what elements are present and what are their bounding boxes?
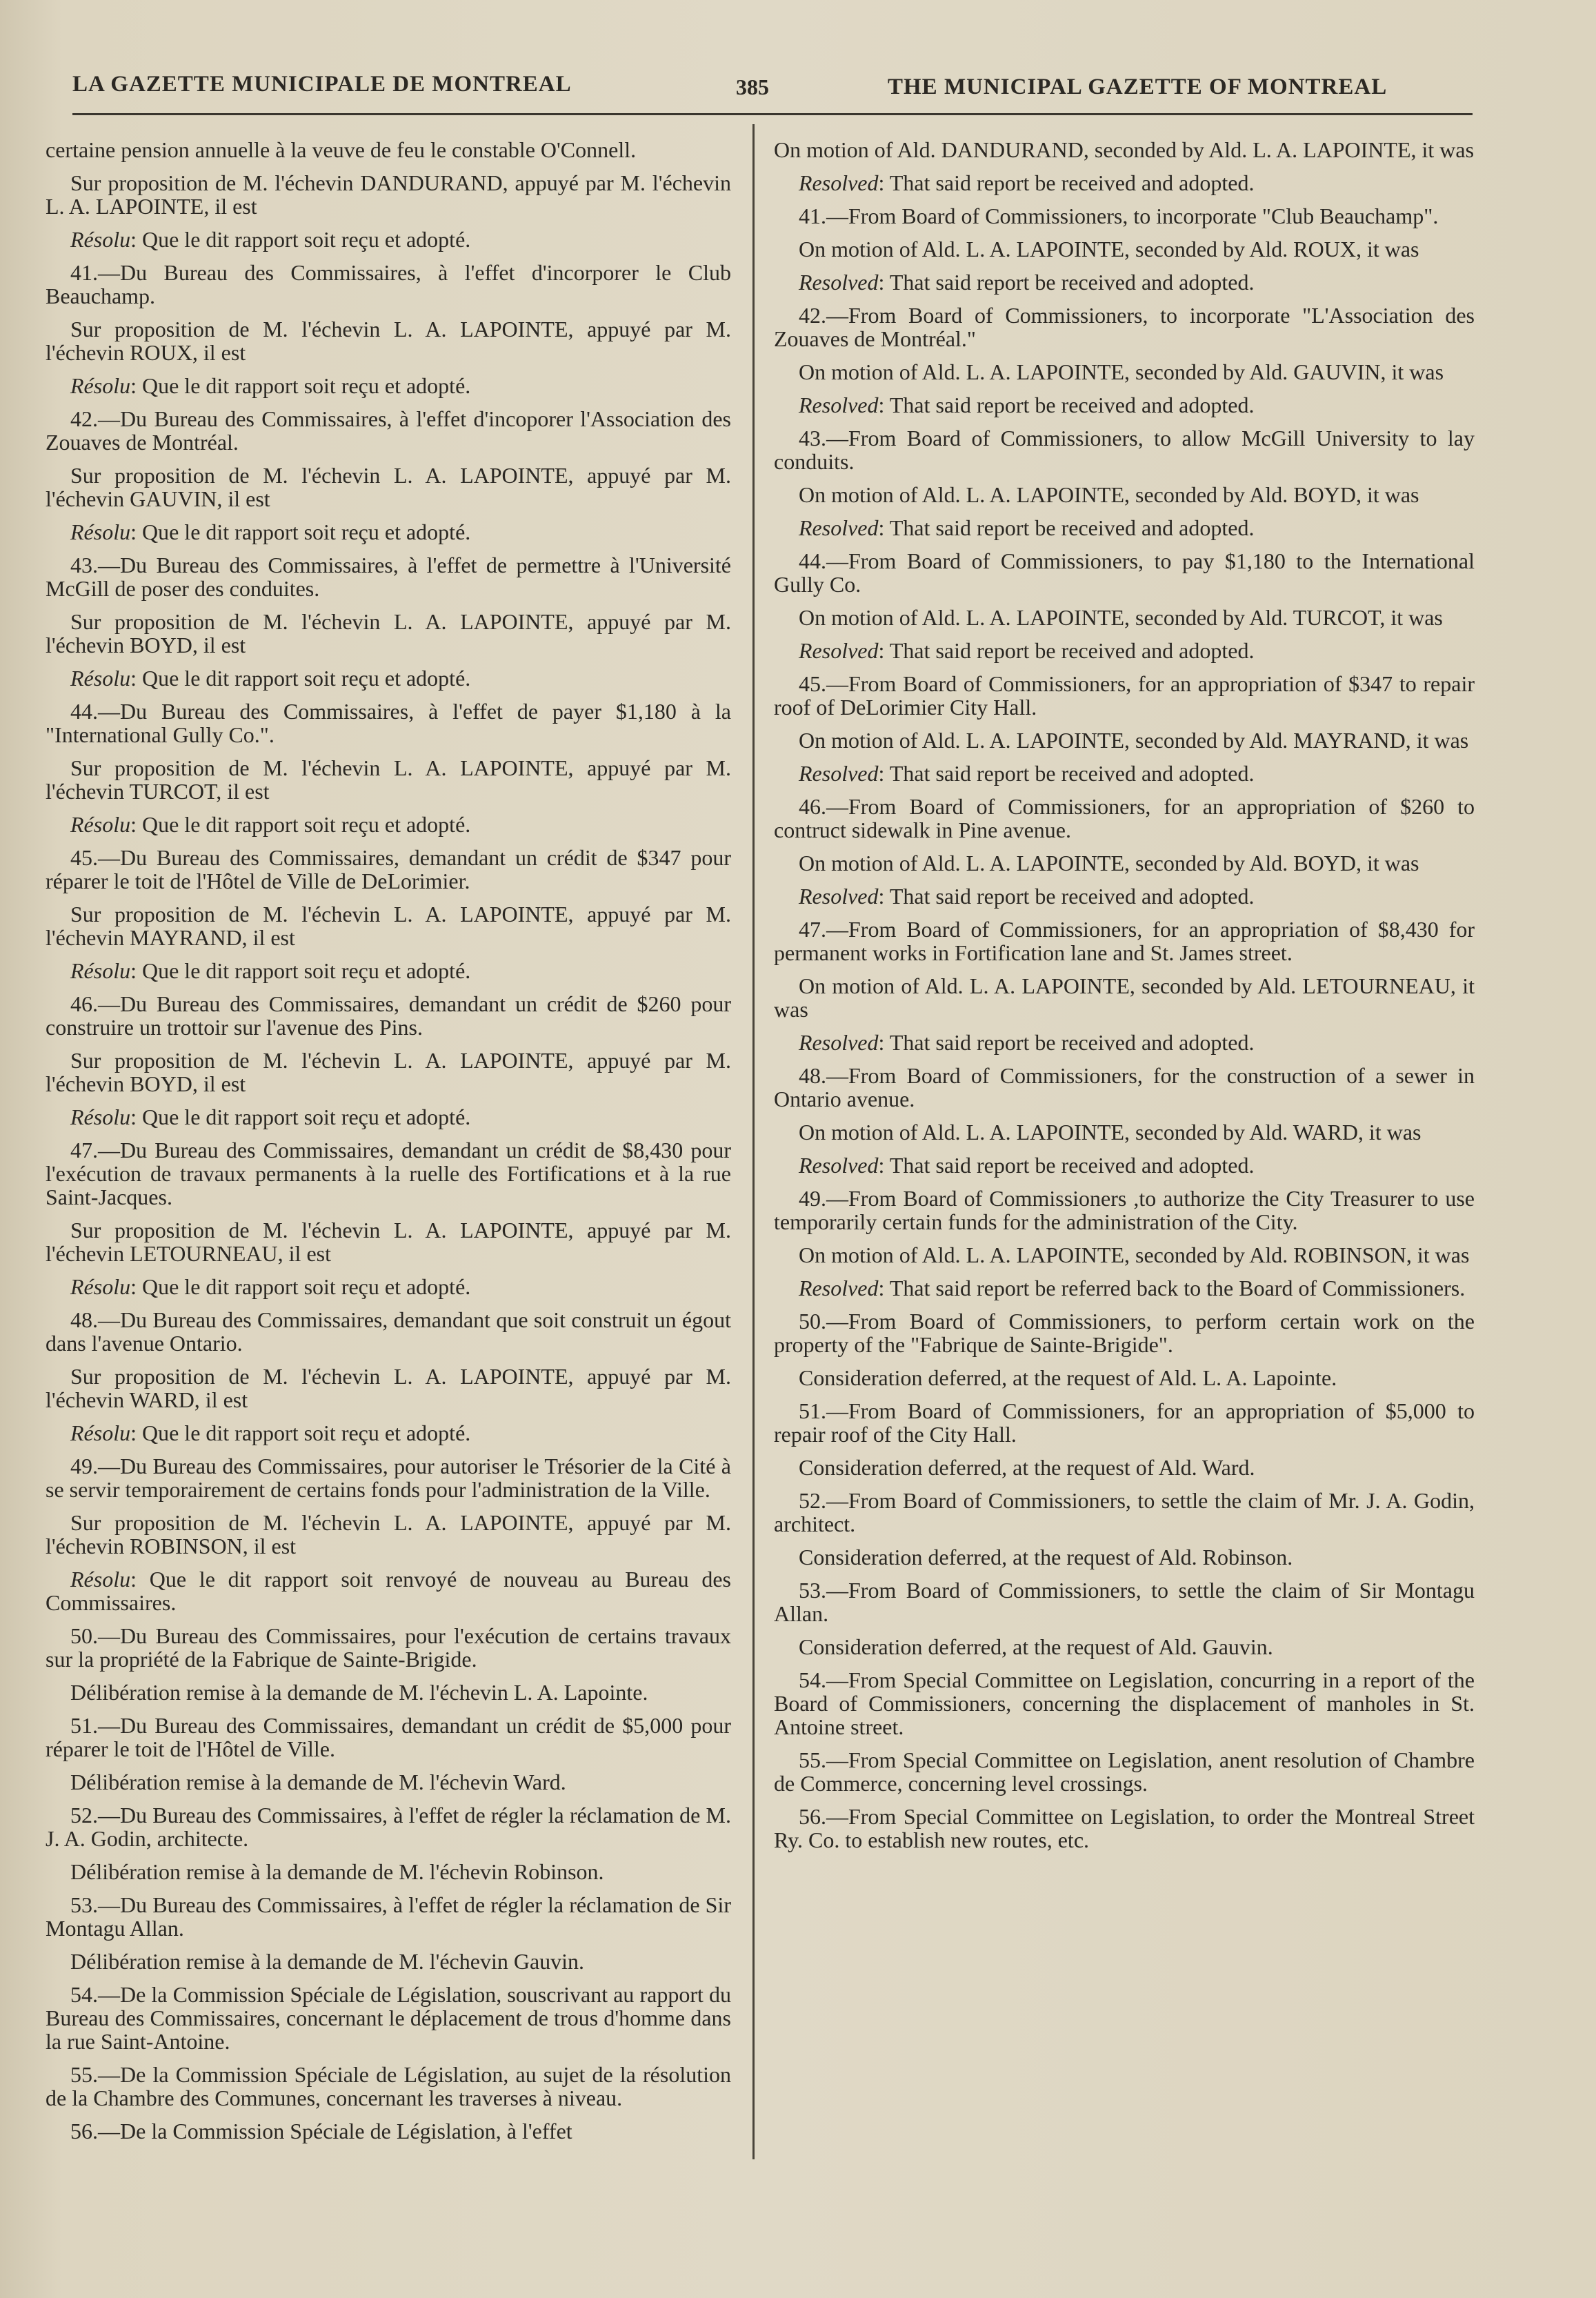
paragraph-text: : That said report be received and adopted.: [878, 270, 1255, 295]
paragraph-text: : That said report be received and adopted.: [878, 761, 1255, 786]
minutes-paragraph: [46, 138, 731, 161]
paragraph-text: 43.—From Board of Commissioners, to allow McGill University to lay conduits.: [774, 426, 1475, 474]
minutes-paragraph: [774, 1243, 1475, 1267]
resolution-label: Resolved: [799, 761, 879, 786]
minutes-paragraph: [774, 918, 1475, 964]
resolution-paragraph: [46, 666, 731, 690]
minutes-paragraph: [46, 1454, 731, 1501]
minutes-paragraph: [774, 974, 1475, 1021]
resolution-label: Résolu: [70, 1105, 131, 1129]
resolution-paragraph: [46, 1105, 731, 1129]
paragraph-text: Sur proposition de M. l'échevin L. A. LAPOINTE, appuyé par M. l'échevin ROBINSON, il est: [46, 1510, 731, 1558]
paragraph-text: : Que le dit rapport soit reçu et adopté.: [130, 666, 471, 691]
minutes-paragraph: [46, 1365, 731, 1412]
paragraph-text: Sur proposition de M. l'échevin L. A. LAPOINTE, appuyé par M. l'échevin LETOURNEAU, il est: [46, 1218, 731, 1266]
minutes-paragraph: [774, 549, 1475, 596]
paragraph-text: : Que le dit rapport soit reçu et adopté.: [130, 373, 471, 398]
minutes-paragraph: [774, 1748, 1475, 1795]
resolution-paragraph: [774, 1276, 1475, 1300]
paragraph-text: : That said report be referred back to the Board of Commissioners.: [878, 1276, 1466, 1300]
paragraph-text: : Que le dit rapport soit reçu et adopté.: [130, 812, 471, 837]
paragraph-text: 46.—Du Bureau des Commissaires, demandant un crédit de $260 pour construire un trottoir sur l'avenue des Pins.: [46, 991, 731, 1040]
resolution-paragraph: [774, 516, 1475, 539]
paragraph-text: Sur proposition de M. l'échevin L. A. LAPOINTE, appuyé par M. l'échevin ROUX, il est: [46, 317, 731, 365]
paragraph-text: 44.—Du Bureau des Commissaires, à l'effet de payer $1,180 à la "International Gully Co.".: [46, 699, 731, 747]
resolution-label: Resolved: [799, 170, 879, 195]
minutes-paragraph: [46, 1803, 731, 1850]
resolution-label: Résolu: [70, 812, 131, 837]
resolution-label: Resolved: [799, 515, 879, 540]
paragraph-text: 47.—From Board of Commissioners, for an appropriation of $8,430 for permanent works in Fortification lane and St. James street.: [774, 917, 1475, 965]
minutes-paragraph: [774, 1578, 1475, 1625]
paragraph-text: 45.—Du Bureau des Commissaires, demandant un crédit de $347 pour réparer le toit de l'Hôtel de Ville de DeLorimier.: [46, 845, 731, 893]
minutes-paragraph: [46, 553, 731, 600]
paragraph-text: Sur proposition de M. l'échevin L. A. LAPOINTE, appuyé par M. l'échevin BOYD, il est: [46, 609, 731, 657]
paragraph-text: 46.—From Board of Commissioners, for an appropriation of $260 to contruct sidewalk in Pine avenue.: [774, 794, 1475, 842]
minutes-paragraph: [774, 1489, 1475, 1536]
minutes-paragraph: [46, 610, 731, 657]
paragraph-text: 53.—From Board of Commissioners, to settle the claim of Sir Montagu Allan.: [774, 1578, 1475, 1626]
resolution-label: Resolved: [799, 638, 879, 663]
header-french-title: LA GAZETTE MUNICIPALE DE MONTREAL: [72, 72, 572, 97]
paragraph-text: Sur proposition de M. l'échevin DANDURAND, appuyé par M. l'échevin L. A. LAPOINTE, il est: [46, 170, 731, 219]
paragraph-text: On motion of Ald. L. A. LAPOINTE, seconded by Ald. ROBINSON, it was: [799, 1242, 1470, 1267]
paragraph-text: On motion of Ald. L. A. LAPOINTE, seconded by Ald. TURCOT, it was: [799, 605, 1443, 630]
minutes-paragraph: [774, 1187, 1475, 1234]
minutes-paragraph: [774, 1309, 1475, 1356]
paragraph-text: : That said report be received and adopted.: [878, 170, 1255, 195]
paragraph-text: Consideration deferred, at the request of Ald. Robinson.: [799, 1545, 1293, 1569]
resolution-paragraph: [46, 959, 731, 982]
paragraph-text: : That said report be received and adopted.: [878, 1030, 1255, 1055]
english-column: [774, 138, 1475, 1861]
paragraph-text: 50.—Du Bureau des Commissaires, pour l'exécution de certains travaux sur la propriété de la Fabrique de Sainte-Brigide.: [46, 1623, 731, 1672]
resolution-label: Résolu: [70, 1274, 131, 1299]
resolution-label: Résolu: [70, 958, 131, 983]
resolution-paragraph: [774, 639, 1475, 662]
resolution-label: Resolved: [799, 393, 879, 417]
minutes-paragraph: [46, 2063, 731, 2110]
minutes-paragraph: [46, 1049, 731, 1096]
minutes-paragraph: [774, 360, 1475, 384]
minutes-paragraph: [46, 1218, 731, 1265]
minutes-paragraph: [46, 1511, 731, 1558]
minutes-paragraph: [46, 992, 731, 1039]
paragraph-text: 47.—Du Bureau des Commissaires, demandant un crédit de $8,430 pour l'exécution de travaux permanents à la ruelle des Fortifications et à la rue Saint-Jacques.: [46, 1138, 731, 1209]
resolution-paragraph: [46, 813, 731, 836]
minutes-paragraph: [774, 729, 1475, 752]
paragraph-text: : Que le dit rapport soit renvoyé de nouveau au Bureau des Commissaires.: [46, 1567, 731, 1615]
resolution-paragraph: [46, 520, 731, 544]
paragraph-text: On motion of Ald. DANDURAND, seconded by Ald. L. A. LAPOINTE, it was: [774, 137, 1475, 162]
resolution-paragraph: [46, 1421, 731, 1445]
column-divider: [752, 124, 755, 2159]
resolution-paragraph: [774, 762, 1475, 785]
minutes-paragraph: [46, 1308, 731, 1355]
resolution-label: Resolved: [799, 270, 879, 295]
minutes-paragraph: [46, 2119, 731, 2143]
paragraph-text: On motion of Ald. L. A. LAPOINTE, seconded by Ald. ROUX, it was: [799, 237, 1419, 261]
paragraph-text: Délibération remise à la demande de M. l'échevin Gauvin.: [70, 1949, 585, 1974]
minutes-paragraph: [46, 317, 731, 364]
minutes-paragraph: [774, 426, 1475, 473]
minutes-paragraph: [46, 171, 731, 218]
resolution-paragraph: [774, 171, 1475, 195]
french-column: [46, 138, 731, 2152]
paragraph-text: 54.—De la Commission Spéciale de Législation, souscrivant au rapport du Bureau des Commissaires, concernant le déplacement de trous d'homme dans la rue Saint-Antoine.: [46, 1982, 731, 2054]
paragraph-text: 43.—Du Bureau des Commissaires, à l'effet de permettre à l'Université McGill de poser des conduites.: [46, 553, 731, 601]
paragraph-text: 48.—Du Bureau des Commissaires, demandant que soit construit un égout dans l'avenue Ontario.: [46, 1307, 731, 1356]
minutes-paragraph: [774, 851, 1475, 875]
minutes-paragraph: [46, 261, 731, 308]
minutes-paragraph: [774, 672, 1475, 719]
paragraph-text: 51.—Du Bureau des Commissaires, demandant un crédit de $5,000 pour réparer le toit de l'Hôtel de Ville.: [46, 1713, 731, 1761]
paragraph-text: On motion of Ald. L. A. LAPOINTE, seconded by Ald. GAUVIN, it was: [799, 359, 1444, 384]
minutes-paragraph: [774, 1805, 1475, 1852]
paragraph-text: 55.—From Special Committee on Legislation, anent resolution of Chambre de Commerce, concerning level crossings.: [774, 1747, 1475, 1796]
page-number: 385: [736, 75, 769, 99]
resolution-label: Résolu: [70, 519, 131, 544]
minutes-paragraph: [774, 1635, 1475, 1658]
minutes-paragraph: [46, 1681, 731, 1704]
minutes-paragraph: [774, 304, 1475, 350]
resolution-label: Résolu: [70, 1567, 131, 1592]
minutes-paragraph: [774, 795, 1475, 842]
paragraph-text: Sur proposition de M. l'échevin L. A. LAPOINTE, appuyé par M. l'échevin WARD, il est: [46, 1364, 731, 1412]
resolution-label: Resolved: [799, 1276, 879, 1300]
page-header: [72, 72, 1473, 115]
minutes-paragraph: [46, 902, 731, 949]
paragraph-text: 55.—De la Commission Spéciale de Législation, au sujet de la résolution de la Chambre des Communes, concernant les traverses à niveau.: [46, 2062, 731, 2110]
minutes-paragraph: [774, 483, 1475, 506]
paragraph-text: 42.—Du Bureau des Commissaires, à l'effet d'incoporer l'Association des Zouaves de Montréal.: [46, 406, 731, 455]
paragraph-text: 45.—From Board of Commissioners, for an appropriation of $347 to repair roof of DeLorimier City Hall.: [774, 671, 1475, 720]
paragraph-text: 41.—Du Bureau des Commissaires, à l'effet d'incorporer le Club Beauchamp.: [46, 260, 731, 308]
paragraph-text: On motion of Ald. L. A. LAPOINTE, seconded by Ald. BOYD, it was: [799, 851, 1419, 875]
paragraph-text: 51.—From Board of Commissioners, for an appropriation of $5,000 to repair roof of the City Hall.: [774, 1398, 1475, 1447]
paragraph-text: 49.—From Board of Commissioners ,to authorize the City Treasurer to use temporarily certain funds for the administration of the City.: [774, 1186, 1475, 1234]
minutes-paragraph: [46, 1950, 731, 1973]
minutes-paragraph: [46, 1983, 731, 2053]
header-english-title: THE MUNICIPAL GAZETTE OF MONTREAL: [888, 75, 1388, 99]
minutes-paragraph: [46, 700, 731, 746]
paragraph-text: Consideration deferred, at the request of Ald. L. A. Lapointe.: [799, 1365, 1337, 1390]
paragraph-text: : Que le dit rapport soit reçu et adopté.: [130, 1420, 471, 1445]
paragraph-text: Sur proposition de M. l'échevin L. A. LAPOINTE, appuyé par M. l'échevin GAUVIN, il est: [46, 463, 731, 511]
paragraph-text: 52.—Du Bureau des Commissaires, à l'effet de régler la réclamation de M. J. A. Godin, architecte.: [46, 1803, 731, 1851]
paragraph-text: Délibération remise à la demande de M. l'échevin Robinson.: [70, 1859, 604, 1884]
minutes-paragraph: [46, 1624, 731, 1671]
paragraph-text: 54.—From Special Committee on Legislation, concurring in a report of the Board of Commissioners, concerning the displacement of manholes in St. Antoine street.: [774, 1667, 1475, 1739]
resolution-paragraph: [774, 270, 1475, 294]
paragraph-text: : That said report be received and adopted.: [878, 515, 1255, 540]
resolution-label: Resolved: [799, 1030, 879, 1055]
minutes-paragraph: [46, 1770, 731, 1794]
minutes-paragraph: [774, 1120, 1475, 1144]
minutes-paragraph: [46, 1138, 731, 1209]
minutes-paragraph: [774, 1366, 1475, 1389]
paragraph-text: 53.—Du Bureau des Commissaires, à l'effet de régler la réclamation de Sir Montagu Allan.: [46, 1892, 731, 1941]
paragraph-text: : That said report be received and adopted.: [878, 638, 1255, 663]
paragraph-text: : That said report be received and adopted.: [878, 884, 1255, 909]
resolution-label: Resolved: [799, 1153, 879, 1178]
minutes-paragraph: [774, 138, 1475, 161]
minutes-paragraph: [774, 237, 1475, 261]
paragraph-text: 42.—From Board of Commissioners, to incorporate "L'Association des Zouaves de Montréal.": [774, 303, 1475, 351]
minutes-paragraph: [46, 756, 731, 803]
paragraph-text: Délibération remise à la demande de M. l'échevin Ward.: [70, 1770, 566, 1794]
paragraph-text: On motion of Ald. L. A. LAPOINTE, seconded by Ald. WARD, it was: [799, 1120, 1422, 1145]
paragraph-text: : That said report be received and adopted.: [878, 393, 1255, 417]
paragraph-text: 44.—From Board of Commissioners, to pay $1,180 to the International Gully Co.: [774, 548, 1475, 597]
minutes-paragraph: [774, 1064, 1475, 1111]
resolution-label: Résolu: [70, 1420, 131, 1445]
paragraph-text: : Que le dit rapport soit reçu et adopté.: [130, 958, 471, 983]
paragraph-text: On motion of Ald. L. A. LAPOINTE, seconded by Ald. LETOURNEAU, it was: [774, 973, 1475, 1022]
resolution-paragraph: [774, 884, 1475, 908]
minutes-paragraph: [46, 1893, 731, 1940]
resolution-label: Résolu: [70, 666, 131, 691]
paragraph-text: On motion of Ald. L. A. LAPOINTE, seconded by Ald. BOYD, it was: [799, 482, 1419, 507]
minutes-paragraph: [774, 1399, 1475, 1446]
minutes-paragraph: [46, 1860, 731, 1883]
paragraph-text: Sur proposition de M. l'échevin L. A. LAPOINTE, appuyé par M. l'échevin BOYD, il est: [46, 1048, 731, 1096]
resolution-paragraph: [774, 393, 1475, 417]
paragraph-text: 50.—From Board of Commissioners, to perform certain work on the property of the "Fabrique de Sainte-Brigide".: [774, 1309, 1475, 1357]
paragraph-text: Consideration deferred, at the request of Ald. Gauvin.: [799, 1634, 1273, 1659]
paragraph-text: 41.—From Board of Commissioners, to incorporate "Club Beauchamp".: [799, 204, 1439, 228]
paragraph-text: : Que le dit rapport soit reçu et adopté.: [130, 519, 471, 544]
paragraph-text: 52.—From Board of Commissioners, to settle the claim of Mr. J. A. Godin, architect.: [774, 1488, 1475, 1536]
paragraph-text: 49.—Du Bureau des Commissaires, pour autoriser le Trésorier de la Cité à se servir temporairement de certains fonds pour l'administration de la Ville.: [46, 1454, 731, 1502]
resolution-paragraph: [46, 1567, 731, 1614]
minutes-paragraph: [46, 407, 731, 454]
minutes-paragraph: [774, 1545, 1475, 1569]
resolution-paragraph: [46, 228, 731, 251]
minutes-paragraph: [46, 846, 731, 893]
paragraph-text: 56.—De la Commission Spéciale de Législation, à l'effet: [70, 2119, 572, 2143]
resolution-label: Résolu: [70, 227, 131, 252]
paragraph-text: : Que le dit rapport soit reçu et adopté.: [130, 227, 471, 252]
minutes-paragraph: [46, 1714, 731, 1761]
paragraph-text: 56.—From Special Committee on Legislation, to order the Montreal Street Ry. Co. to establish new routes, etc.: [774, 1804, 1475, 1852]
paragraph-text: Sur proposition de M. l'échevin L. A. LAPOINTE, appuyé par M. l'échevin TURCOT, il est: [46, 755, 731, 804]
resolution-paragraph: [774, 1031, 1475, 1054]
minutes-paragraph: [46, 464, 731, 511]
paragraph-text: Consideration deferred, at the request of Ald. Ward.: [799, 1455, 1255, 1480]
paragraph-text: 48.—From Board of Commissioners, for the construction of a sewer in Ontario avenue.: [774, 1063, 1475, 1111]
minutes-paragraph: [774, 204, 1475, 228]
paragraph-text: : That said report be received and adopted.: [878, 1153, 1255, 1178]
paragraph-text: On motion of Ald. L. A. LAPOINTE, seconded by Ald. MAYRAND, it was: [799, 728, 1469, 753]
resolution-label: Résolu: [70, 373, 131, 398]
paragraph-text: : Que le dit rapport soit reçu et adopté.: [130, 1105, 471, 1129]
paragraph-text: Délibération remise à la demande de M. l'échevin L. A. Lapointe.: [70, 1680, 648, 1705]
resolution-label: Resolved: [799, 884, 879, 909]
paragraph-text: : Que le dit rapport soit reçu et adopté.: [130, 1274, 471, 1299]
minutes-paragraph: [774, 1456, 1475, 1479]
paragraph-text: Sur proposition de M. l'échevin L. A. LAPOINTE, appuyé par M. l'échevin MAYRAND, il est: [46, 902, 731, 950]
minutes-paragraph: [774, 606, 1475, 629]
resolution-paragraph: [774, 1153, 1475, 1177]
resolution-paragraph: [46, 1275, 731, 1298]
minutes-paragraph: [774, 1668, 1475, 1739]
resolution-paragraph: [46, 374, 731, 397]
paragraph-text: certaine pension annuelle à la veuve de feu le constable O'Connell.: [46, 137, 637, 162]
